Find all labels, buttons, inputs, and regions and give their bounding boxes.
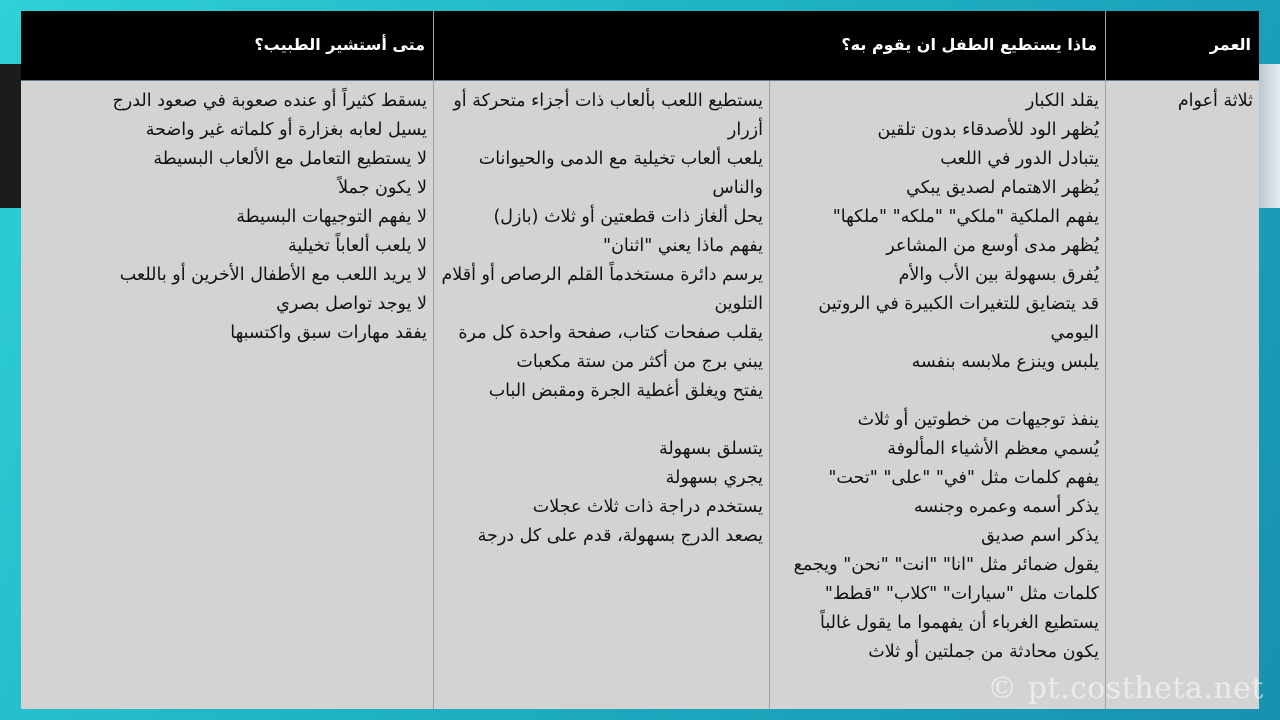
warning-item: لا يوجد تواصل بصري [276, 294, 427, 314]
milestone-item: يفهم الملكية "ملكي" "ملكه" "ملكها" [832, 207, 1099, 227]
warning-item: يسقط كثيراً أو عنده صعوبة في صعود الدرج [112, 91, 427, 111]
milestone-item: يُظهر مدى أوسع من المشاعر [886, 236, 1099, 256]
milestone-item: قد يتضايق للتغيرات الكبيرة في الروتين اليومي [818, 294, 1099, 343]
age-value: ثلاثة أعوام [1177, 91, 1253, 111]
milestones-table [21, 11, 1259, 709]
milestone-item: يُظهر الود للأصدقاء بدون تلقين [877, 120, 1099, 140]
milestone-item: يحل ألغاز ذات قطعتين أو ثلاث (بازل) [493, 207, 763, 227]
milestone-item: يكون محادثة من جملتين أو ثلاث [868, 642, 1099, 662]
warning-item: يفقد مهارات سبق واكتسبها [230, 323, 427, 343]
left-decor-bar [0, 64, 22, 208]
watermark: © pt.costheta.net [987, 671, 1264, 706]
warning-item: لا يكون جملاً [338, 178, 427, 198]
cell-cognitive-motor [434, 81, 769, 709]
milestone-item: يفهم كلمات مثل "في" "على" "تحت" [828, 468, 1099, 488]
milestone-item: يُسمي معظم الأشياء المألوفة [887, 439, 1099, 459]
milestone-item: يصعد الدرج بسهولة، قدم على كل درجة [477, 526, 763, 546]
milestone-item: يُظهر الاهتمام لصديق يبكي [906, 178, 1099, 198]
milestone-item: يستطيع الغرباء أن يفهموا ما يقول غالباً [820, 613, 1099, 633]
milestone-item: يذكر أسمه وعمره وجنسه [913, 497, 1099, 517]
milestone-item: يتبادل الدور في اللعب [940, 149, 1099, 169]
milestone-item: يلبس وينزع ملابسه بنفسه [911, 352, 1099, 372]
milestone-item: يجري بسهولة [665, 468, 763, 488]
milestone-item: يقلب صفحات كتاب، صفحة واحدة كل مرة [458, 323, 763, 343]
milestone-item: يذكر اسم صديق [981, 526, 1099, 546]
warning-item: يسيل لعابه بغزارة أو كلماته غير واضحة [145, 120, 427, 140]
header-can-do: ماذا يستطيع الطفل ان يقوم به؟ [434, 11, 1105, 80]
right-decor-bar [1258, 64, 1280, 208]
milestone-item: يرسم دائرة مستخدماً القلم الرصاص أو أقلام التلوين [441, 265, 763, 314]
warning-item: لا يفهم التوجيهات البسيطة [236, 207, 427, 227]
warning-item: لا يلعب ألعاباً تخيلية [287, 236, 427, 256]
milestone-item: يقلد الكبار [1025, 91, 1099, 111]
milestone-item: يُفرق بسهولة بين الأب والأم [898, 265, 1099, 285]
cell-social-language [770, 81, 1105, 709]
warning-item: لا يريد اللعب مع الأطفال الأخرين أو باللعب [119, 265, 427, 285]
milestone-item: يبني برج من أكثر من ستة مكعبات [516, 352, 763, 372]
cell-warning-signs [21, 81, 433, 709]
header-see-doctor: متى أستشير الطبيب؟ [21, 11, 433, 80]
milestone-item: يفهم ماذا يعني "اثنان" [603, 236, 763, 256]
header-age: العمر [1106, 11, 1259, 80]
milestone-item: يتسلق بسهولة [658, 439, 763, 459]
milestone-item: يفتح ويغلق أغطية الجرة ومقبض الباب [488, 381, 763, 401]
milestone-item: يستطيع اللعب بألعاب ذات أجزاء متحركة أو أزرار [453, 91, 763, 140]
milestone-item [440, 406, 763, 435]
milestone-item: ينفذ توجيهات من خطوتين أو ثلاث [857, 410, 1099, 430]
milestone-item [776, 377, 1099, 406]
warning-item: لا يستطيع التعامل مع الألعاب البسيطة [153, 149, 427, 169]
cell-age [1106, 81, 1259, 709]
milestone-item: يقول ضمائر مثل "انا" "انت" "نحن" ويجمع كلمات مثل "سيارات" "كلاب" "قطط" [793, 555, 1099, 604]
milestone-item: يستخدم دراجة ذات ثلاث عجلات [532, 497, 763, 517]
milestone-item: يلعب ألعاب تخيلية مع الدمى والحيوانات والناس [478, 149, 763, 198]
